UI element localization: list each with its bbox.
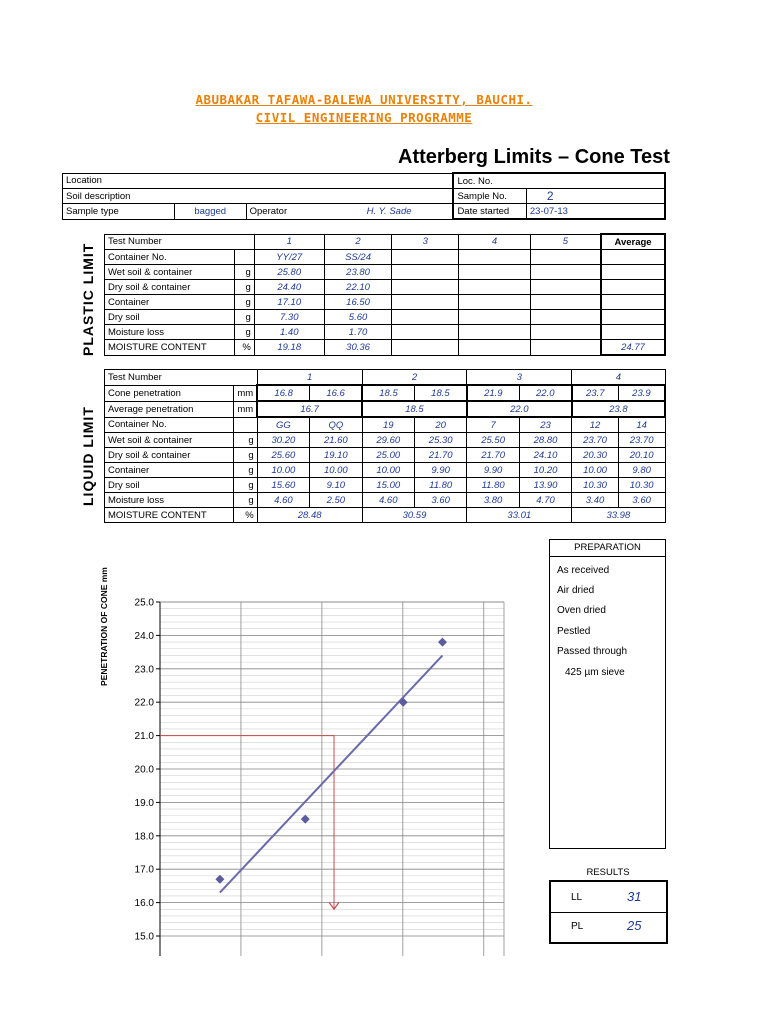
prep-pestled: Pestled [557, 626, 591, 637]
ll-average-label: Average penetration [105, 401, 234, 417]
pl-cell [392, 295, 459, 310]
results-box [549, 880, 668, 944]
ll-cell: 9.90 [414, 463, 466, 478]
preparation-box [549, 539, 666, 849]
pl-cell: 19.18 [254, 340, 324, 356]
ll-cell: GG [257, 417, 309, 433]
ll-cone-row [105, 385, 666, 401]
ll-label: LL [571, 892, 583, 903]
sample-type-value: bagged [174, 204, 246, 220]
pl-row-unit [234, 250, 254, 265]
ll-cell: 25.30 [414, 433, 466, 448]
ll-cell: 30.20 [257, 433, 309, 448]
ll-cell: 10.30 [618, 478, 665, 493]
ll-cell: 15.00 [362, 478, 414, 493]
operator-cell [246, 204, 453, 220]
ll-test-number-row [105, 370, 666, 386]
ll-row [105, 478, 666, 493]
pl-cell [459, 295, 531, 310]
pl-cell [601, 280, 665, 295]
pl-cell: 1.40 [254, 325, 324, 340]
pl-cell [392, 280, 459, 295]
pl-cell [530, 280, 601, 295]
sample-no-value: 2 [526, 189, 665, 204]
ll-cell: 20 [414, 417, 466, 433]
pl-cell [601, 310, 665, 325]
chart-area [96, 540, 530, 1024]
ll-cell: 23 [519, 417, 571, 433]
pl-row [105, 295, 666, 310]
pl-cell [601, 295, 665, 310]
pl-row-unit: % [234, 340, 254, 356]
ll-mc-value: 33.98 [572, 508, 665, 523]
sample-type-label: Sample type [63, 204, 175, 220]
ll-test-1: 1 [257, 370, 362, 386]
pl-cell [392, 265, 459, 280]
pl-cell: 23.80 [324, 265, 392, 280]
ll-cone-value: 18.5 [414, 385, 466, 401]
ll-average-value: 16.7 [257, 401, 362, 417]
y-tick-label: 16.0 [134, 898, 154, 910]
ll-row-label: Container [105, 463, 234, 478]
pl-test-4: 4 [459, 234, 531, 250]
pl-row-unit: g [234, 280, 254, 295]
pl-cell [530, 295, 601, 310]
pl-row-unit: g [234, 295, 254, 310]
pl-cell [530, 310, 601, 325]
pl-cell [601, 325, 665, 340]
ll-cell: 4.60 [362, 493, 414, 508]
date-started-label: Date started [453, 204, 526, 220]
ll-cell: 23.70 [618, 433, 665, 448]
ll-cell: 23.70 [572, 433, 619, 448]
ll-cell: QQ [310, 417, 362, 433]
pl-test-2: 2 [324, 234, 392, 250]
ll-row-label: Dry soil & container [105, 448, 234, 463]
ll-cell: 25.50 [467, 433, 519, 448]
ll-row-label: Moisture loss [105, 493, 234, 508]
trendline [220, 655, 443, 892]
pl-row [105, 265, 666, 280]
pl-cell [459, 340, 531, 356]
ll-row [105, 448, 666, 463]
ll-cone-value: 21.9 [467, 385, 519, 401]
ll-cell: 19.10 [310, 448, 362, 463]
ll-test-4: 4 [572, 370, 665, 386]
pl-cell: 24.77 [601, 340, 665, 356]
pl-row-label: Dry soil [105, 310, 235, 325]
ll-test-number-label: Test Number [105, 370, 258, 386]
prep-oven-dried: Oven dried [557, 605, 606, 616]
ll-cell: 15.60 [257, 478, 309, 493]
ll-row [105, 463, 666, 478]
prep-sieve-size: 425 µm sieve [565, 667, 625, 678]
ll-cell: 10.20 [519, 463, 571, 478]
ll-row [105, 493, 666, 508]
pl-row-label: Container No. [105, 250, 235, 265]
pl-test-5: 5 [530, 234, 601, 250]
ll-cell: 11.80 [414, 478, 466, 493]
ll-row-unit: g [234, 493, 257, 508]
pl-cell: 7.30 [254, 310, 324, 325]
ll-cell: 12 [572, 417, 619, 433]
ll-cone-value: 22.0 [519, 385, 571, 401]
ll-average-value: 23.8 [572, 401, 665, 417]
pl-value: 25 [627, 918, 642, 933]
pl-cell [530, 340, 601, 356]
y-tick-label: 17.0 [134, 864, 154, 876]
ll-cell: 3.60 [414, 493, 466, 508]
pl-cell [530, 265, 601, 280]
ll-cell: 9.80 [618, 463, 665, 478]
pl-cell [459, 310, 531, 325]
page-title: Atterberg Limits – Cone Test [398, 146, 670, 168]
ll-cell: 24.10 [519, 448, 571, 463]
y-tick-label: 22.0 [134, 697, 154, 709]
ll-row-label: Wet soil & container [105, 433, 234, 448]
ll-mc-value: 30.59 [362, 508, 467, 523]
ll-cone-unit: mm [234, 385, 257, 401]
ll-cell: 3.60 [618, 493, 665, 508]
ll-moisture-content-row [105, 508, 666, 523]
pl-cell [392, 325, 459, 340]
chart-y-axis-label: PENETRATION OF CONE mm [99, 567, 109, 686]
ll-cell: 29.60 [362, 433, 414, 448]
y-tick-label: 19.0 [134, 797, 154, 809]
ll-cell: 14 [618, 417, 665, 433]
pl-cell: 24.40 [254, 280, 324, 295]
y-tick-label: 23.0 [134, 664, 154, 676]
pl-row [105, 310, 666, 325]
pl-cell: 30.36 [324, 340, 392, 356]
ll-cell: 3.40 [572, 493, 619, 508]
liquid-limit-label: LIQUID LIMIT [80, 406, 96, 506]
pl-test-3: 3 [392, 234, 459, 250]
pl-row-label: MOISTURE CONTENT [105, 340, 235, 356]
ll-cell: 21.70 [414, 448, 466, 463]
ll-cell: 11.80 [467, 478, 519, 493]
penetration-chart [96, 540, 530, 1024]
ll-cell: 7 [467, 417, 519, 433]
ll-cell: 28.80 [519, 433, 571, 448]
pl-cell: 1.70 [324, 325, 392, 340]
pl-cell [459, 280, 531, 295]
pl-row [105, 340, 666, 356]
prep-passed-through: Passed through [557, 646, 628, 657]
ll-cell: 20.30 [572, 448, 619, 463]
plastic-limit-label: PLASTIC LIMIT [80, 242, 96, 356]
y-tick-label: 25.0 [134, 597, 154, 609]
ll-test-3: 3 [467, 370, 572, 386]
y-tick-label: 15.0 [134, 931, 154, 943]
pl-row [105, 280, 666, 295]
y-tick-label: 24.0 [134, 630, 154, 642]
pl-row-label: Wet soil & container [105, 265, 235, 280]
ll-mc-value: 28.48 [257, 508, 362, 523]
pl-cell [392, 250, 459, 265]
ll-cone-value: 18.5 [362, 385, 414, 401]
ll-row [105, 417, 666, 433]
ll-cell: 20.10 [618, 448, 665, 463]
pl-cell: YY/27 [254, 250, 324, 265]
pl-row-label: Dry soil & container [105, 280, 235, 295]
ll-cell: 9.10 [310, 478, 362, 493]
pl-cell [459, 265, 531, 280]
ll-average-unit: mm [234, 401, 257, 417]
plastic-limit-table [104, 233, 666, 356]
pl-cell [601, 265, 665, 280]
ll-mc-label: MOISTURE CONTENT [105, 508, 234, 523]
pl-cell [459, 250, 531, 265]
ll-row [105, 433, 666, 448]
ll-cell: 21.70 [467, 448, 519, 463]
pl-cell: 17.10 [254, 295, 324, 310]
pl-average-label: Average [601, 234, 665, 250]
ll-average-value: 18.5 [362, 401, 467, 417]
ll-row-unit: g [234, 448, 257, 463]
ll-value: 31 [627, 889, 642, 904]
soil-description-label: Soil description [63, 189, 454, 204]
info-table [62, 172, 666, 220]
ll-cell: 21.60 [310, 433, 362, 448]
pl-row-unit: g [234, 325, 254, 340]
prep-air-dried: Air dried [557, 585, 595, 596]
pl-cell [530, 250, 601, 265]
ll-cell: 2.50 [310, 493, 362, 508]
pl-cell: 16.50 [324, 295, 392, 310]
pl-row-label: Container [105, 295, 235, 310]
pl-test-number-label: Test Number [105, 234, 255, 250]
loc-no-label: Loc. No. [453, 173, 665, 189]
ll-cell: 10.00 [362, 463, 414, 478]
ll-cell: 19 [362, 417, 414, 433]
ll-average-value: 22.0 [467, 401, 572, 417]
pl-header-row [105, 234, 666, 250]
ll-cell: 13.90 [519, 478, 571, 493]
preparation-title: PREPARATION [550, 540, 665, 557]
ll-row-label: Dry soil [105, 478, 234, 493]
ll-cell: 4.60 [257, 493, 309, 508]
ll-cell: 4.70 [519, 493, 571, 508]
pl-cell [530, 325, 601, 340]
ll-row-label: Container No. [105, 417, 234, 433]
liquid-limit-table [104, 369, 666, 523]
data-point [438, 638, 447, 647]
results-title: RESULTS [586, 867, 630, 878]
university-name: ABUBAKAR TAFAWA-BALEWA UNIVERSITY, BAUCHI. [195, 92, 533, 107]
ll-cell: 10.30 [572, 478, 619, 493]
pl-cell [601, 250, 665, 265]
ll-cell: 3.80 [467, 493, 519, 508]
pl-label: PL [571, 921, 584, 932]
ll-cell: 25.60 [257, 448, 309, 463]
ll-cone-value: 16.6 [310, 385, 362, 401]
ll-cell: 10.00 [572, 463, 619, 478]
ll-row-unit: g [234, 478, 257, 493]
prep-as-received: As received [557, 565, 610, 576]
ll-mc-unit: % [234, 508, 257, 523]
pl-row-label: Moisture loss [105, 325, 235, 340]
sample-no-label: Sample No. [453, 189, 526, 204]
results-divider [551, 912, 666, 913]
ll-cone-value: 23.7 [572, 385, 619, 401]
pl-cell [459, 325, 531, 340]
pl-cell: SS/24 [324, 250, 392, 265]
pl-row [105, 250, 666, 265]
ll-cell: 25.00 [362, 448, 414, 463]
ll-test-2: 2 [362, 370, 467, 386]
y-tick-label: 18.0 [134, 831, 154, 843]
data-point [399, 698, 408, 707]
ll-mc-value: 33.01 [467, 508, 572, 523]
programme-name: CIVIL ENGINEERING PROGRAMME [255, 110, 473, 125]
pl-row-unit: g [234, 310, 254, 325]
pl-row [105, 325, 666, 340]
pl-row-unit: g [234, 265, 254, 280]
ll-cell: 10.00 [310, 463, 362, 478]
pl-cell: 5.60 [324, 310, 392, 325]
ll-row-unit: g [234, 463, 257, 478]
ll-cell: 10.00 [257, 463, 309, 478]
pl-cell [392, 310, 459, 325]
ll-cone-value: 23.9 [618, 385, 665, 401]
operator-label: Operator [249, 205, 288, 217]
y-tick-label: 20.0 [134, 764, 154, 776]
pl-cell: 22.10 [324, 280, 392, 295]
ll-row-unit: g [234, 433, 257, 448]
ll-cone-value: 16.8 [257, 385, 309, 401]
ll-average-row [105, 401, 666, 417]
pl-test-1: 1 [254, 234, 324, 250]
location-label: Location [63, 173, 454, 189]
pl-cell: 25.80 [254, 265, 324, 280]
y-tick-label: 21.0 [134, 731, 154, 743]
operator-value: H. Y. Sade [366, 205, 412, 217]
pl-cell [392, 340, 459, 356]
ll-row-unit [234, 417, 257, 433]
date-started-value: 23-07-13 [526, 204, 665, 220]
ll-cell: 9.90 [467, 463, 519, 478]
ll-cone-label: Cone penetration [105, 385, 234, 401]
